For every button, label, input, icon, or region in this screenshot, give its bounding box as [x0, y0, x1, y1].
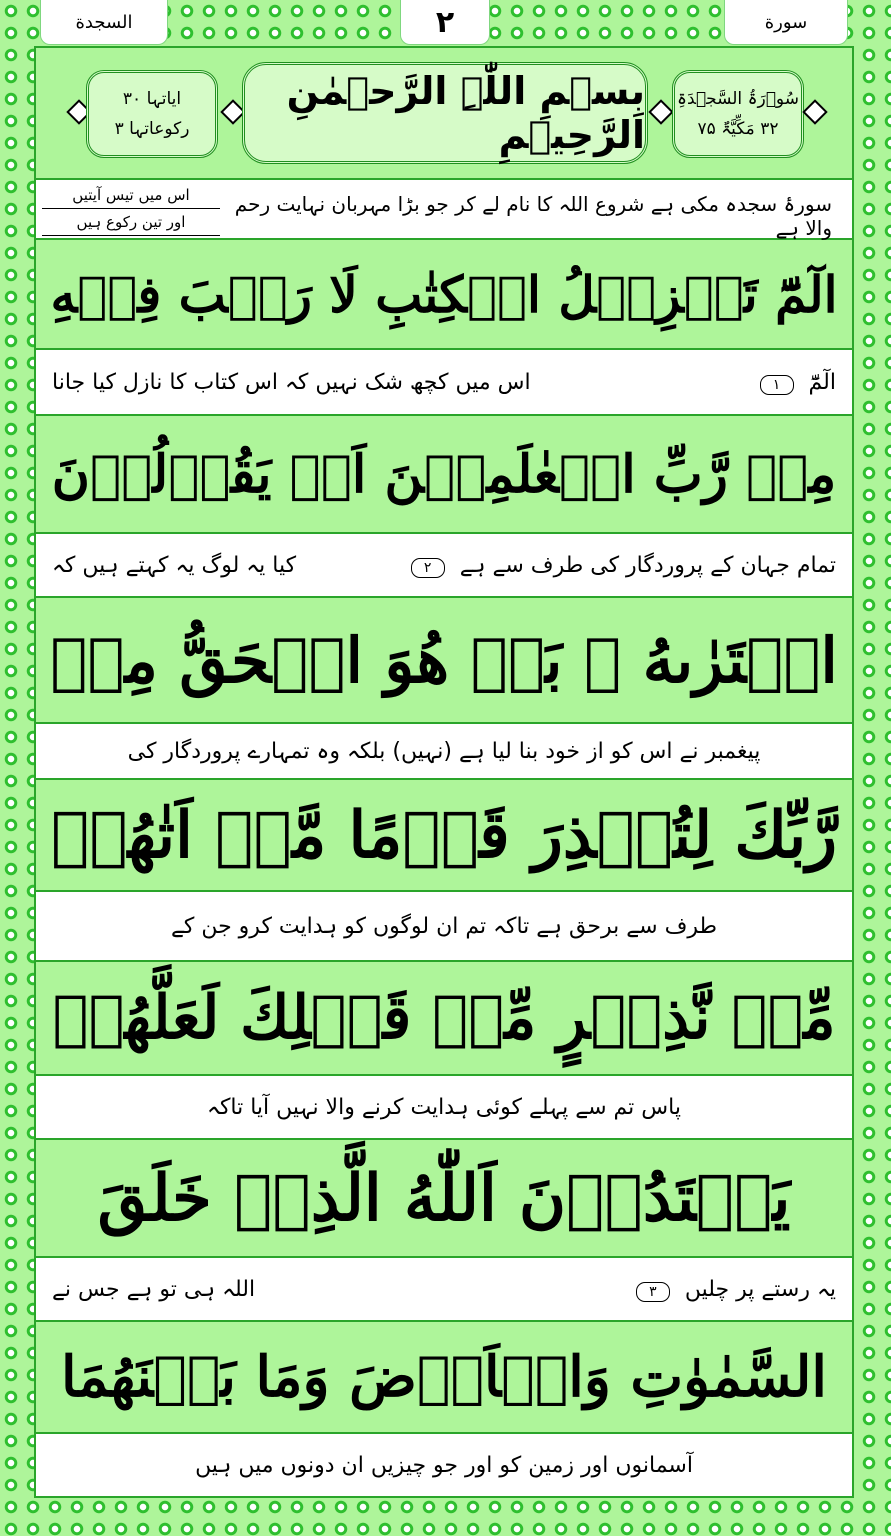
translation-fragment: اس میں کچھ شک نہیں کہ اس کتاب کا نازل کیا جانا: [52, 369, 531, 395]
surah-label-tab: سورة: [724, 0, 848, 45]
ayah-number-badge: ۱: [760, 375, 794, 395]
translation-text: [628, 1277, 836, 1302]
translation-text: [752, 370, 836, 395]
ruku-count: رکوعاتہا ۳: [114, 119, 190, 139]
arabic-line: [36, 962, 852, 1076]
surah-meta: ۳۲ مَکِّیَّۃٌ ۷۵: [697, 119, 779, 139]
arabic-line: [36, 240, 852, 350]
arabic-text: افۡتَرٰىهُ ۚ بَلۡ هُوَ الۡحَقُّ مِنۡ: [50, 623, 838, 697]
arabic-text: مِنۡ رَّبِّ الۡعٰلَمِیۡنَ اَمۡ یَقُوۡلُوۡنَ: [51, 443, 837, 505]
ayah-ruku-count-box: [86, 70, 218, 158]
intro-line: [36, 178, 852, 240]
translation-line: [36, 892, 852, 962]
ayah-count: ایاتہا ۳۰: [122, 89, 182, 109]
page-number: ۲: [400, 0, 490, 45]
translation-fragment: الٓمّٓ: [808, 369, 836, 395]
page-frame: [34, 46, 854, 1498]
arabic-line: [36, 780, 852, 892]
surah-info-box: [672, 70, 804, 158]
translation-text: [403, 553, 836, 578]
translation-fragment: کیا یہ لوگ یہ کہتے ہیں کہ: [52, 552, 297, 578]
translation-line: [36, 350, 852, 416]
ornament-icon: [648, 99, 673, 124]
intro-side-line: اس میں تیس آیتیں: [42, 182, 220, 209]
arabic-line: [36, 598, 852, 724]
translation-text: آسمانوں اور زمین کو اور جو چیزیں ان دونوں میں ہیں: [195, 1452, 693, 1478]
translation-line: [36, 1076, 852, 1140]
bismillah-box: [242, 62, 648, 164]
surah-name-tab: السجدة: [40, 0, 168, 45]
ayah-number-badge: ۲: [411, 558, 445, 578]
translation-line: [36, 534, 852, 598]
translation-fragment: اللہ ہی تو ہے جس نے: [52, 1276, 256, 1302]
translation-line: [36, 1434, 852, 1496]
translation-fragment: تمام جہان کے پروردگار کی طرف سے ہے: [459, 552, 836, 578]
intro-side-line: اور تین رکوع ہیں: [42, 209, 220, 236]
translation-text: پیغمبر نے اس کو از خود بنا لیا ہے (نہیں) بلکہ وہ تمہارے پروردگار کی: [127, 738, 761, 764]
arabic-text: رَّبِّكَ لِتُنۡذِرَ قَوۡمًا مَّاۤ اَتٰهُمۡ: [50, 797, 838, 873]
ornament-icon: [802, 99, 827, 124]
intro-text: سورۂ سجدہ مکی ہے شروع اللہ کا نام لے کر جو بڑا مہربان نہایت رحم والا ہے: [234, 192, 832, 240]
translation-text: طرف سے برحق ہے تاکہ تم ان لوگوں کو ہدایت کرو جن کے: [170, 913, 718, 939]
surah-header: [36, 48, 852, 178]
arabic-text: الٓمّٓ تَنۡزِیۡلُ الۡکِتٰبِ لَا رَیۡبَ فِیۡهِ: [50, 264, 838, 324]
surah-title: سُوۡرَۃُ السَّجۡدَۃِ: [677, 89, 799, 109]
arabic-line: [36, 416, 852, 534]
arabic-text: یَهۡتَدُوۡنَ اَللّٰهُ الَّذِیۡ خَلَقَ: [97, 1160, 791, 1236]
arabic-line: [36, 1322, 852, 1434]
translation-fragment: یہ رستے پر چلیں: [684, 1276, 836, 1302]
arabic-text: السَّمٰوٰتِ وَالۡاَرۡضَ وَمَا بَیۡنَهُمَا: [61, 1344, 827, 1410]
arabic-line: [36, 1140, 852, 1258]
ayah-number-badge: ۳: [636, 1282, 670, 1302]
translation-text: پاس تم سے پہلے کوئی ہدایت کرنے والا نہیں آیا تاکہ: [207, 1094, 681, 1120]
bismillah-text: بِسۡمِ اللّٰہِ الرَّحۡمٰنِ الرَّحِیۡمِ: [286, 69, 645, 157]
arabic-text: مِّنۡ نَّذِیۡرٍ مِّنۡ قَبۡلِكَ لَعَلَّهُمۡ: [52, 983, 836, 1053]
translation-line: [36, 1258, 852, 1322]
translation-line: [36, 724, 852, 780]
intro-side-note: [42, 182, 220, 236]
